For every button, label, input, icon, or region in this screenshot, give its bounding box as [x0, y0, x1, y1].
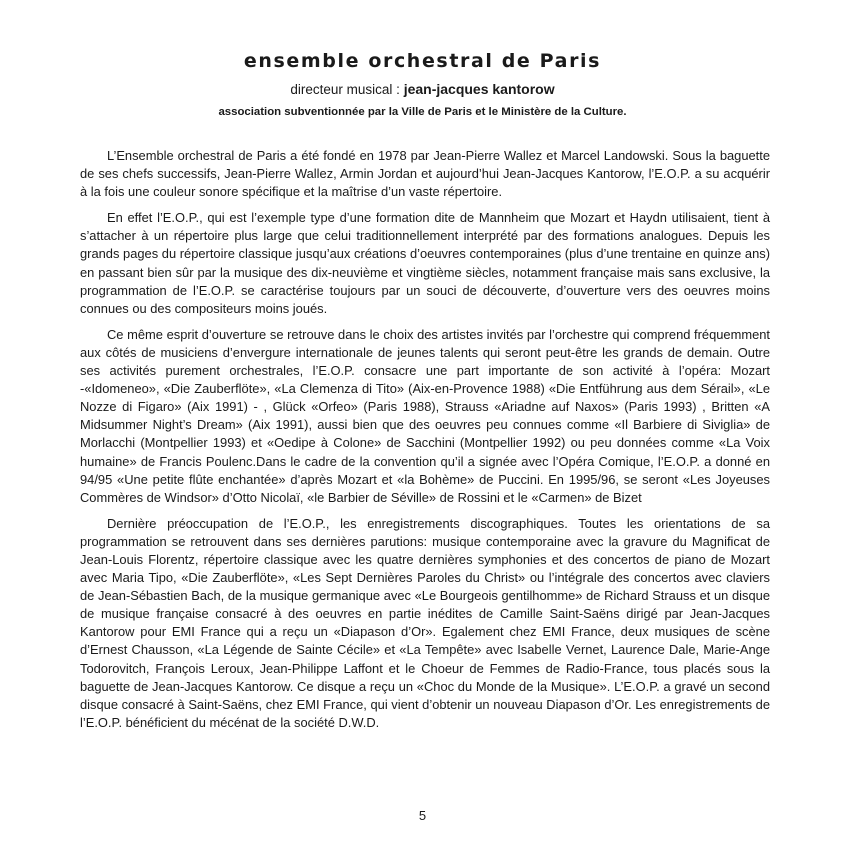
subsidy-line: association subventionnée par la Ville de Paris et le Ministère de la Culture. [218, 106, 627, 118]
director-name: jean-jacques kantorow [403, 81, 555, 97]
page-title: ensemble orchestral de Paris [243, 50, 602, 72]
paragraph-repertoire: En effet l’E.O.P., qui est l’exemple type d’une formation dite de Mannheim que Mozart et Haydn utilisaient, tient à s’attacher à un répertoire plus large que celui traditionnellement interprété par des formations analogues. Depuis les grands pages du répertoire classique jusqu’aux créations d’oeuvres contemporaines (plus d’une trentaine en quinze ans) en passant bien sûr par la musique des dix-neuvième et vingtième siècles, notamment française mais sans exclusive, la programmation de l’E.O.P. se caractérise toujours par un souci de découverte, d’ouverture vers des oeuvres moins connues ou des compositeurs moins joués. [80, 210, 770, 316]
paragraph-opera: Ce même esprit d’ouverture se retrouve dans le choix des artistes invités par l’orchestre qui comprend fréquemment aux côtés de musiciens d’envergure internationale de jeunes talents qui seront peut-être les grands de demain. Outre ses activités purement orchestrales, l’E.O.P. consacre une part importante de son activité à l’opéra: Mozart -«Idomeneo», «Die Zauberflöte», «La Clemenza di Tito» (Aix-en-Provence 1988) «Die Entführung aus dem Sérail», «Le Nozze di Figaro» (Aix 1991) - , Glück «Orfeo» (Paris 1988), Strauss «Ariadne auf Naxos» (Paris 1993) , Britten «A Midsummer Night’s Dream» (Aix 1991), aussi bien que des oeuvres peu connues comme «Il Barbiere di Siviglia» de Morlacchi (Montpellier 1993) et «Oedipe à Colone» de Sacchini (Montpellier 1992) ou peu données comme «La Voix humaine» de Francis Poulenc.Dans le cadre de la convention qu’il a signée avec l’Opéra Comique, l’E.O.P. a donné en 94/95 «Une petite flûte enchantée» d’après Mozart et «la Bohème» de Puccini. En 1995/96, se seront «Les Joyeuses Commères de Windsor» d’Otto Nicolaï, «le Barbier de Séville» de Rossini et le «Carmen» de Bizet [80, 326, 770, 505]
paragraph-history: L’Ensemble orchestral de Paris a été fondé en 1978 par Jean-Pierre Wallez et Marcel Landowski. Sous la baguette de ses chefs successifs, Jean-Pierre Wallez, Armin Jordan et aujourd’hui Jean-Jacques Kantorow, l’E.O.P. a su acquérir à la fois une couleur sonore spécifique et la maîtrise d’un vaste répertoire. [80, 148, 770, 200]
director-label: directeur musical : [290, 82, 400, 97]
director-line [0, 81, 845, 97]
body-text [80, 147, 770, 740]
page-number: 5 [418, 808, 427, 823]
paragraph-recordings: Dernière préoccupation de l’E.O.P., les enregistrements discographiques. Toutes les orientations de sa programmation se retrouvent dans ses dernières parutions: musique contemporaine avec la gravure du Magnificat de Jean-Louis Florentz, répertoire classique avec les quatre dernières symphonies et des concertos de piano de Mozart avec Maria Tipo, «Die Zauberflöte», «Les Sept Dernières Paroles du Christ» ou l’intégrale des concertos avec claviers de Jean-Sébastien Bach, de la musique germanique avec «Le Bourgeois gentilhomme» de Richard Strauss et un disque de musique française consacré à des oeuvres en partie inédites de Camille Saint-Saëns dirigé par Jean-Jacques Kantorow pour EMI France qui a reçu un «Diapason d’Or». Egalement chez EMI France, deux musiques de scène d’Ernest Chausson, «La Légende de Sainte Cécile» et «La Tempête» avec Isabelle Vernet, Laurence Dale, Marie-Ange Todorovitch, François Leroux, Jean-Philippe Laffont et le Choeur de Femmes de Radio-France, tous placés sous la baguette de Jean-Jacques Kantorow. Ce disque a reçu un «Choc du Monde de la Musique». L’E.O.P. a gravé un second disque consacré à Saint-Saëns, chez EMI France, qui vient d’obtenir un nouveau Diapason d’Or. Les enregistrements de l’E.O.P. bénéficient du mécénat de la société D.W.D. [80, 515, 770, 730]
